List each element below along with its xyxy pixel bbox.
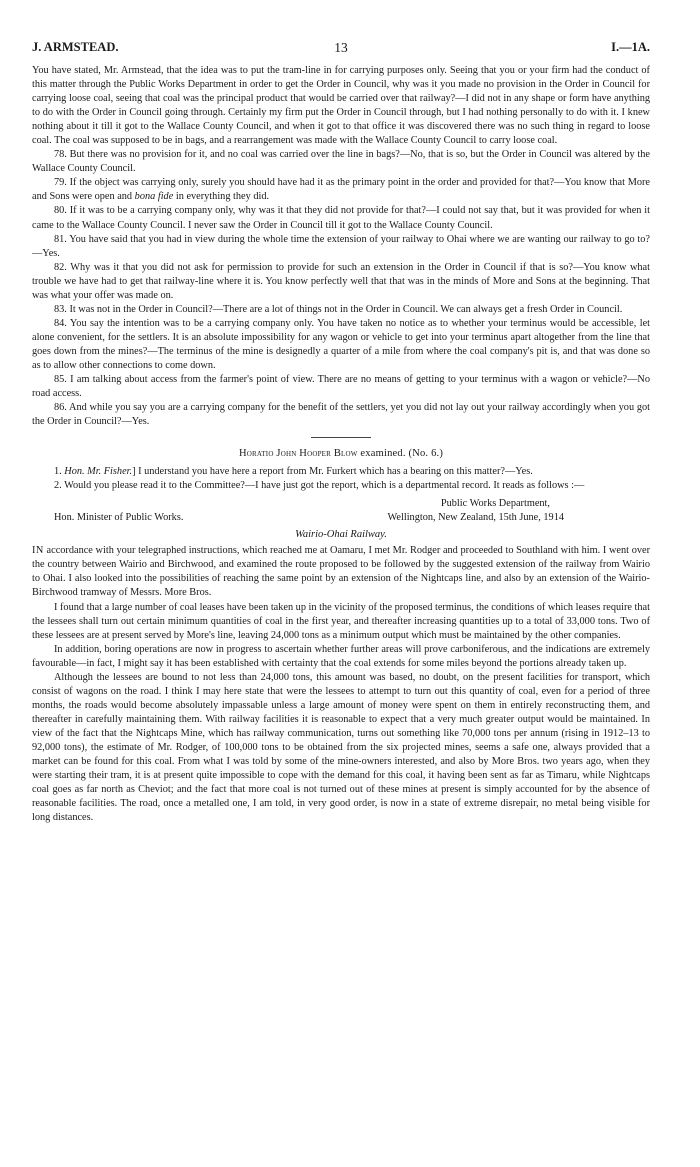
question-82: 82. Why was it that you did not ask for permission to provide for such an extension in the Order in Council if that is so?—You know what trouble we have had to get that railway-line where it is. You know perfectly well that that was in the minds of More and Sons at the beginning. That was what your offer was made on. — [32, 261, 650, 301]
question-78: 78. But there was no provision for it, and no coal was carried over the line in bags?—No, that is so, but the Order in Council was altered by the Wallace County Council. — [32, 149, 650, 175]
report-paragraph-3: In addition, boring operations are now in progress to ascertain whether further areas will prove carboniferous, and the indications are extremely favourable—in fact, I might say it has been established with certainty that the coal extends for some miles beyond the portions already taken up. — [32, 643, 650, 669]
answer-paragraph: You have stated, Mr. Armstead, that the idea was to put the tram-line in for carrying purposes only. Seeing that you or your firm had the conduct of this matter through the Public Works Department in order to get the Order in Council, why was it you made no provision in the Order in Council for carrying loose coal, seeing that coal was the principal product that would be carried over that railway?—I did not in any shape or form have anything to do with the Order in Council going through. Certainly my firm put the Order in Council through, but I had nothing personally to do with it. I knew nothing about it till it got to the Wallace County Council, and when it got to that office it was discovered there was no such thing in regard to loose coal. The coal was supposed to be in bags, and a rearrangement was made with the Wallace County Council to carry loose coal. — [32, 65, 650, 147]
question-86: 86. And while you say you are a carrying company for the benefit of the settlers, yet you did not lay out your railway accordingly when you got the Order in Council?—Yes. — [32, 402, 650, 428]
witness-examination — [32, 465, 650, 493]
question-81: 81. You have said that you had in view during the whole time the extension of your railway to Ohai where we are wanting our railway to go to?—Yes. — [32, 233, 650, 259]
report-place-date: Wellington, New Zealand, 15th June, 1914 — [387, 512, 564, 524]
question-83: 83. It was not in the Order in Council?—There are a lot of things not in the Order in Council. We can always get a fresh Order in Council. — [54, 303, 623, 315]
page-header — [32, 40, 650, 64]
question-1-text: ] I understand you have here a report from Mr. Furkert which has a bearing on this matter?—Yes. — [132, 466, 533, 478]
evidence-continuation — [32, 64, 650, 429]
report-paragraph-1 — [32, 544, 650, 600]
page-number: 13 — [334, 40, 348, 55]
report-letterhead — [32, 497, 650, 527]
question-1 — [32, 465, 650, 479]
section-divider — [311, 437, 371, 438]
report-body — [32, 544, 650, 825]
question-79-bona-fide: bona fide — [134, 191, 174, 203]
question-79 — [32, 176, 650, 204]
question-80: 80. If it was to be a carrying company only, why was it that they did not provide for that?—I could not say that, but it was provided for when it came to the Wallace County Council. I never saw the Order in Council till it got to the Wallace County Council. — [32, 205, 650, 231]
header-paper-reference: I.—1A. — [611, 40, 650, 54]
question-79-text-a: 79. If the object was carrying only, surely you should have had it as the primary point in the order and provided for that?—You know that More and Sons were open and — [32, 177, 650, 203]
report-subject: Wairio-Ohai Railway. — [295, 529, 387, 541]
question-84: 84. You say the intention was to be a carrying company only. You have taken no notice as to whether your terminus would be accessible, let alone convenient, for the settlers. It is an absolute impossibility for any wagon or vehicle to get into your terminus apart altogether from the line that goes down from the mines?—The terminus of the mine is designedly a quarter of a mile from where the coal company's pit is, and that was done so as to allow other connections to come down. — [32, 317, 650, 371]
question-79-text-b: in everything they did. — [173, 191, 270, 203]
report-addressee: Hon. Minister of Public Works. — [54, 512, 184, 524]
question-85: 85. I am talking about access from the farmer's point of view. There are no means of getting to your terminus with a wagon or vehicle?—No road access. — [32, 374, 650, 400]
report-department: Public Works Department, — [440, 498, 550, 510]
witness-examined: examined. — [360, 448, 406, 460]
report-paragraph-2: I found that a large number of coal leases have been taken up in the vicinity of the proposed terminus, the conditions of which leases require that the lessees shall turn out certain minimum quantities of coal in the first year, and thereafter increasing quantities up to a total of 33,000 tons. Two of these lessees are at present served by More's line, leaving 24,000 tons as a minimum output which must be maintained by the other companies. — [32, 601, 650, 641]
question-1-speaker: Hon. Mr. Fisher. — [64, 466, 133, 478]
witness-heading — [32, 448, 650, 459]
header-witness-name: J. ARMSTEAD. — [32, 40, 119, 54]
report-paragraph-1-text: accordance with your telegraphed instructions, which reached me at Oamaru, I met Mr. Rodger and proceeded to Southland with him. I went over the country between Wairio and Birchwood, and examined the route proposed to be followed by the suggested extension of the railway from Wairio to Ohai. I also looked into the possibilities of reaching the same point by an extension of the Nightcaps line, and also by an extension of the Wairio-Birchwood tramway of Messrs. More Bros. — [32, 545, 650, 599]
report-opening-word: IN — [32, 545, 44, 557]
witness-name: Horatio John Hooper Blow — [238, 448, 358, 460]
witness-number: (No. 6.) — [408, 448, 444, 460]
question-1-number: 1. — [54, 466, 65, 478]
report-paragraph-4: Although the lessees are bound to not less than 24,000 tons, this amount was based, no doubt, on the present facilities for transport, which consist of wagons on the road. I think I may here state that were the lessees to attempt to turn out this quantity of coal, even for a period of three months, the roads would become absolutely impassable unless a large amount of money were spent on them in entirely reconstructing them, and thereafter in carefully maintaining them. With railway facilities it is reasonable to expect that a very much greater output would be maintained. In view of the fact that the Nightcaps Mine, which has railway communication, turns out something like 70,000 tons per annum (rising in 1912–13 to 92,000 tons), the estimate of Mr. Rodger, of 100,000 tons to be obtained from the six projected mines, seems a safe one, always provided that a market can be found for this coal. From what I was told by some of the mine-owners interested, and also by More Bros. two years ago, when they were starting their tram, it is at present quite impossible to cope with the demand for this coal, it having been sent as far as Timaru, while Nightcaps coal goes as far north as Cheviot; and the fact that more coal is not turned out of these mines at present is simply accounted for by the absence of reasonable facilities. The road, once a metalled one, I am told, in very good order, is now in a state of extreme disrepair, no metal being visible for long distances. — [32, 671, 650, 824]
question-2: 2. Would you please read it to the Committee?—I have just got the report, which is a departmental record. It reads as follows :— — [54, 480, 585, 492]
